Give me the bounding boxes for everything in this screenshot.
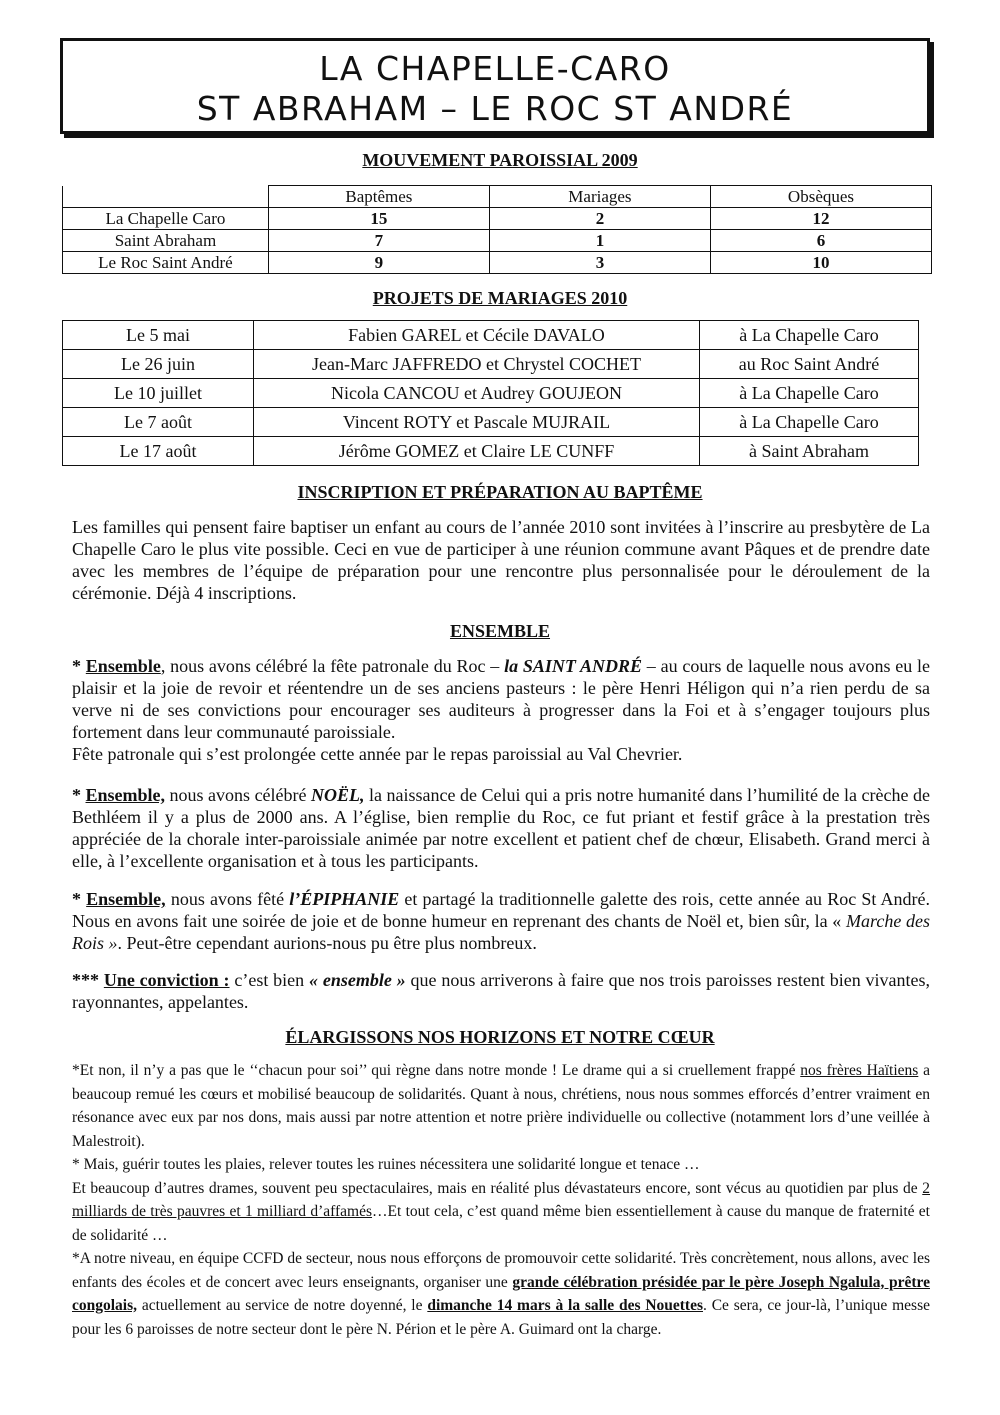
table-corner bbox=[63, 186, 269, 208]
text-run: la naissance de Celui qui a pris notre humanité dans l’humilité de la crèche de Bethléem il y a plus de 2000 ans. A l’église, bien remplie du Roc, ce fut priant et festif grâce à la prestation très appréciée de la chorale inter-paroissiale animée par notre excellent et patient chef de chœur, Elisabeth. Grand merci à elle, à l’excellente organisation et à tous les participants. bbox=[72, 785, 930, 871]
row-place: La Chapelle Caro bbox=[63, 208, 269, 230]
keyword: Ensemble, bbox=[85, 785, 166, 805]
cell-value: 7 bbox=[268, 230, 489, 252]
table-row bbox=[63, 230, 932, 252]
wedding-place: au Roc Saint André bbox=[700, 350, 919, 379]
cell-value: 9 bbox=[268, 252, 489, 274]
bullet: * bbox=[72, 889, 87, 909]
cell-value: 1 bbox=[489, 230, 710, 252]
keyword: Une conviction bbox=[103, 970, 224, 990]
mouvement-table bbox=[62, 185, 932, 274]
wedding-date: Le 7 août bbox=[63, 408, 254, 437]
header-line-1: LA CHAPELLE-CARO bbox=[319, 49, 671, 88]
text-run: nous avons fêté bbox=[165, 889, 290, 909]
row-place: Le Roc Saint André bbox=[63, 252, 269, 274]
text-run: et partagé la traditionnelle galette des rois, cette année au Roc St André. Nous en avons fait une soirée de joie et de bonne humeur en reprenant des chants de Noël et, bien sûr, la « bbox=[72, 889, 930, 931]
row-place: Saint Abraham bbox=[63, 230, 269, 252]
wedding-couple: Nicola CANCOU et Audrey GOUJEON bbox=[254, 379, 700, 408]
text-run: a beaucoup remué les cœurs et mobilisé beaucoup de solidarités. Quant à nous, chrétiens, nous nous sommes efforcés d’entrer vraiment en résonance avec eux par nos dons, mais aussi par notre attention et notre prière individuelle ou collective (notamment lors d’une veillée à Malestroit). bbox=[72, 1062, 930, 1150]
underlined-run: dimanche 14 mars à la salle des Nouettes bbox=[427, 1297, 703, 1314]
table-header-row bbox=[63, 186, 932, 208]
underlined-run: 2 milliards de très pauvres et 1 milliard d’affamés bbox=[72, 1179, 930, 1220]
cell-value: 15 bbox=[268, 208, 489, 230]
bapteme-paragraph bbox=[72, 516, 930, 604]
keyword: Ensemble bbox=[85, 656, 161, 676]
emphasis: « ensemble » bbox=[309, 970, 406, 990]
table-row bbox=[63, 321, 919, 350]
column-header: Obsèques bbox=[710, 186, 931, 208]
wedding-place: à La Chapelle Caro bbox=[700, 379, 919, 408]
projets-title: PROJETS DE MARIAGES 2010 bbox=[372, 288, 628, 308]
wedding-date: Le 26 juin bbox=[63, 350, 254, 379]
column-header: Mariages bbox=[489, 186, 710, 208]
horizons-body bbox=[72, 1059, 930, 1341]
table-row bbox=[63, 437, 919, 466]
table-row bbox=[63, 379, 919, 408]
horizons-title: ÉLARGISSONS NOS HORIZONS ET NOTRE CŒUR bbox=[285, 1027, 715, 1047]
text-run: nous avons célébré bbox=[165, 785, 312, 805]
mouvement-title: MOUVEMENT PAROISSIAL 2009 bbox=[362, 150, 638, 170]
horizons-p2: * Mais, guérir toutes les plaies, relever toutes les ruines nécessitera une solidarité longue et tenace … bbox=[72, 1156, 700, 1173]
projets-table bbox=[62, 320, 919, 466]
table-row bbox=[63, 208, 932, 230]
text-run: *A notre niveau, en équipe CCFD de secteur, nous nous efforçons de promouvoir cette solidarité. Très concrètement, nous allons, avec les enfants des écoles et de concert avec leurs enseignants, organiser une bbox=[72, 1250, 930, 1291]
table-row bbox=[63, 408, 919, 437]
text-run: actuellement au service de notre doyenné, le bbox=[137, 1297, 428, 1314]
cell-value: 2 bbox=[489, 208, 710, 230]
cell-value: 10 bbox=[710, 252, 931, 274]
underlined-run: nos frères Haïtiens bbox=[800, 1062, 919, 1079]
text-run: que nous arriverons à faire que nos trois paroisses restent bien vivantes, rayonnantes, appelantes. bbox=[72, 970, 931, 1012]
bapteme-text: Les familles qui pensent faire baptiser un enfant au cours de l’année 2010 sont invitées à l’inscrire au presbytère de La Chapelle Caro le plus vite possible. Ceci en vue de participer à une réunion commune avant Pâques et de prendre date avec les membres de l’équipe de préparation pour une rencontre plus personnalisée pour le déroulement de la cérémonie. Déjà 4 inscriptions. bbox=[72, 517, 930, 603]
emphasis: la SAINT ANDRÉ bbox=[504, 656, 643, 676]
horizons-p1 bbox=[72, 1059, 930, 1153]
bapteme-title: INSCRIPTION ET PRÉPARATION AU BAPTÊME bbox=[297, 482, 703, 502]
keyword: Ensemble, bbox=[86, 889, 166, 909]
text-run: Et beaucoup d’autres drames, souvent peu spectaculaires, mais en réalité plus dévastateurs encore, sont vécus au quotidien par plus de bbox=[72, 1179, 923, 1197]
table-row bbox=[63, 350, 919, 379]
header-line-2: ST ABRAHAM – LE ROC ST ANDRÉ bbox=[196, 89, 794, 128]
wedding-place: à La Chapelle Caro bbox=[700, 321, 919, 350]
wedding-couple: Vincent ROTY et Pascale MUJRAIL bbox=[254, 408, 700, 437]
wedding-couple: Fabien GAREL et Cécile DAVALO bbox=[254, 321, 700, 350]
ensemble-p4 bbox=[72, 969, 930, 1013]
wedding-place: à La Chapelle Caro bbox=[700, 408, 919, 437]
wedding-place: à Saint Abraham bbox=[700, 437, 919, 466]
text-run: *Et non, il n’y a pas que le ‘‘chacun pour soi’’ qui règne dans notre monde ! Le drame qui a si cruellement frappé bbox=[72, 1062, 801, 1079]
bullet: * bbox=[72, 785, 86, 805]
cell-value: 6 bbox=[710, 230, 931, 252]
ensemble-paragraph-1 bbox=[72, 655, 930, 765]
ensemble-paragraph-4 bbox=[72, 969, 930, 1013]
bullet: * bbox=[72, 656, 86, 676]
ensemble-paragraph-2 bbox=[72, 784, 930, 872]
ensemble-p2 bbox=[72, 784, 930, 872]
ensemble-paragraph-3 bbox=[72, 888, 930, 954]
horizons-p4 bbox=[72, 1247, 930, 1341]
table-row bbox=[63, 252, 932, 274]
column-header: Baptêmes bbox=[268, 186, 489, 208]
ensemble-title: ENSEMBLE bbox=[449, 621, 551, 641]
wedding-date: Le 5 mai bbox=[63, 321, 254, 350]
text-run: , nous avons célébré la fête patronale du Roc – bbox=[160, 656, 505, 676]
ensemble-p1 bbox=[72, 655, 930, 743]
ensemble-p3 bbox=[72, 888, 930, 954]
keyword-colon: : bbox=[223, 970, 230, 990]
wedding-couple: Jean-Marc JAFFREDO et Chrystel COCHET bbox=[254, 350, 700, 379]
bullet: *** bbox=[72, 970, 104, 990]
cell-value: 12 bbox=[710, 208, 931, 230]
horizons-p3 bbox=[72, 1177, 930, 1248]
text-run: – au cours de laquelle nous avons eu le plaisir et la joie de revoir et réentendre un de ses anciens pasteurs : le père Henri Héligon qui n’a rien perdu de sa verve ni de ses convictions pour encourager ses auditeurs à progresser dans la Foi et à s’engager toujours plus fortement dans leur communauté paroissiale. bbox=[72, 656, 931, 742]
emphasis: NOËL, bbox=[311, 785, 365, 805]
emphasis: l’ÉPIPHANIE bbox=[289, 889, 400, 909]
text-run: …Et tout cela, c’est quand même bien essentiellement à cause du manque de fraternité et de solidarité … bbox=[72, 1203, 930, 1244]
wedding-couple: Jérôme GOMEZ et Claire LE CUNFF bbox=[254, 437, 700, 466]
text-run: . Ce sera, ce jour-là, l’unique messe pour les 6 paroisses de notre secteur dont le père N. Périon et le père A. Guimard ont la charge. bbox=[72, 1297, 930, 1338]
page-header bbox=[60, 38, 930, 134]
italic-run: Marche des Rois » bbox=[72, 911, 930, 953]
underlined-run: grande célébration présidée par le père Joseph Ngalula, prêtre congolais, bbox=[72, 1273, 930, 1314]
cell-value: 3 bbox=[489, 252, 710, 274]
text-run: . Peut-être cependant aurions-nous pu être plus nombreux. bbox=[117, 933, 537, 953]
wedding-date: Le 10 juillet bbox=[63, 379, 254, 408]
text-run: c’est bien bbox=[229, 970, 309, 990]
ensemble-p1-continued: Fête patronale qui s’est prolongée cette année par le repas paroissial au Val Chevrier. bbox=[72, 744, 683, 764]
wedding-date: Le 17 août bbox=[63, 437, 254, 466]
